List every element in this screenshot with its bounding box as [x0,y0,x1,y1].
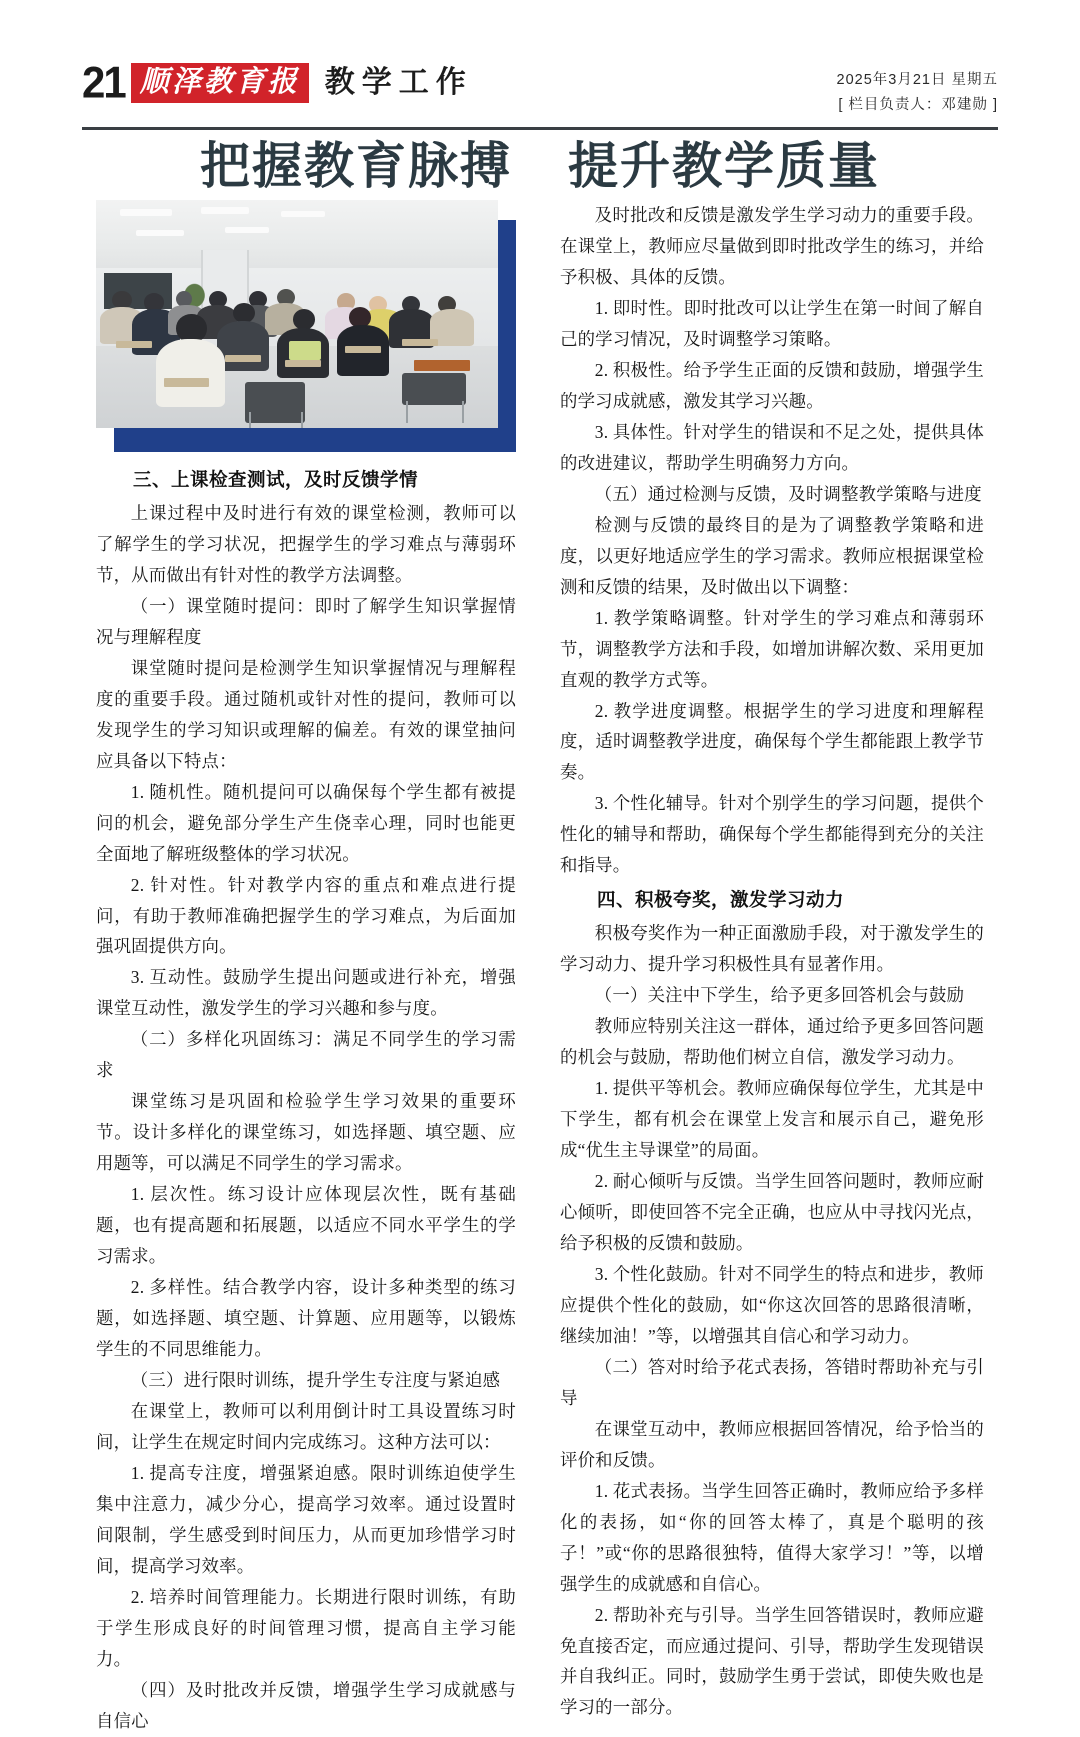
masthead-divider [82,127,998,130]
paper-name-logo: 顺泽教育报 [131,63,309,103]
paragraph: 课堂随时提问是检测学生知识掌握情况与理解程度的重要手段。通过随机或针对性的提问，教师可以发现学生的学习知识或理解的偏差。有效的课堂抽问应具备以下特点： [96,657,516,771]
paragraph: （三）进行限时训练，提升学生专注度与紧迫感 [130,1370,501,1391]
right-column [560,200,984,1723]
publication-date: 2025年3月21日 星期五 [836,72,998,88]
paragraph: 1. 层次性。练习设计应体现层次性，既有基础题，也有提高题和拓展题，以适应不同水平学生的学习需求。 [96,1184,516,1267]
paragraph: 2. 积极性。给予学生正面的反馈和鼓励，增强学生的学习成就感，激发其学习兴趣。 [560,359,984,411]
paragraph: 在课堂互动中，教师应根据回答情况，给予恰当的评价和反馈。 [560,1418,984,1470]
paragraph: 上课过程中及时进行有效的课堂检测，教师可以了解学生的学习状况，把握学生的学习难点与薄弱环节，从而做出有针对性的教学方法调整。 [96,502,516,585]
paragraph: 2. 多样性。结合教学内容，设计多种类型的练习题，如选择题、填空题、计算题、应用题等，以锻炼学生的不同思维能力。 [96,1277,516,1360]
paragraph: 3. 具体性。针对学生的错误和不足之处，提供具体的改进建议，帮助学生明确努力方向。 [560,421,984,473]
paragraph: （四）及时批改并反馈，增强学生学习成就感与自信心 [96,1679,516,1731]
paragraph: 积极夸奖作为一种正面激励手段，对于激发学生的学习动力、提升学习积极性具有显著作用。 [560,923,984,975]
paragraph: 2. 针对性。针对教学内容的重点和难点进行提问，有助于教师准确把握学生的学习难点，为后面加强巩固提供方向。 [96,874,516,957]
paragraph: 3. 互动性。鼓励学生提出问题或进行补充，增强课堂互动性，激发学生的学习兴趣和参与度。 [96,967,516,1019]
paragraph: （一）课堂随时提问：即时了解学生知识掌握情况与理解程度 [96,595,516,647]
paragraph: 3. 个性化鼓励。针对不同学生的特点和进步，教师应提供个性化的鼓励，如“你这次回答的思路很清晰，继续加油！”等，以增强其自信心和学习动力。 [560,1263,984,1346]
headline-part-2: 提升教学质量 [568,138,880,194]
paragraph: 1. 即时性。即时批改可以让学生在第一时间了解自己的学习情况，及时调整学习策略。 [560,297,984,349]
paragraph: 2. 教学进度调整。根据学生的学习进度和理解程度，适时调整教学进度，确保每个学生都能跟上教学节奏。 [560,700,984,783]
paragraph: 课堂练习是巩固和检验学生学习效果的重要环节。设计多样化的课堂练习，如选择题、填空题、应用题等，可以满足不同学生的学习需求。 [96,1091,516,1174]
paragraph: （一）关注中下学生，给予更多回答机会与鼓励 [594,985,965,1006]
paragraph: 检测与反馈的最终目的是为了调整教学策略和进度，以更好地适应学生的学习需求。教师应根据课堂检测和反馈的结果，及时做出以下调整： [560,514,984,597]
masthead [82,57,998,124]
section-title: 教学工作 [324,66,473,99]
paragraph: 2. 帮助补充与引导。当学生回答错误时，教师应避免直接否定，而应通过提问、引导，帮助学生发现错误并自我纠正。同时，鼓励学生勇于尝试，即使失败也是学习的一部分。 [560,1604,984,1718]
left-column [96,200,516,1737]
newspaper-brand [82,57,473,108]
paragraph: 在课堂上，教师可以利用倒计时工具设置练习时间，让学生在规定时间内完成练习。这种方法可以： [96,1401,516,1452]
right-section-heading: 四、积极夸奖，激发学习动力 [597,889,845,911]
headline-part-1: 把握教育脉搏 [200,138,512,194]
paragraph: 2. 耐心倾听与反馈。当学生回答问题时，教师应耐心倾听，即使回答不完全正确，也应从中寻找闪光点，给予积极的反馈和鼓励。 [560,1170,984,1253]
paragraph: （二）多样化巩固练习：满足不同学生的学习需求 [96,1029,516,1081]
paragraph: 1. 提高专注度，增强紧迫感。限时训练迫使学生集中注意力，减少分心，提高学习效率。通过设置时间限制，学生感受到时间压力，从而更加珍惜学习时间，提高学习效率。 [96,1462,516,1576]
photo-image [96,200,498,428]
paragraph: 及时批改和反馈是激发学生学习动力的重要手段。在课堂上，教师应尽量做到即时批改学生的练习，并给予积极、具体的反馈。 [560,205,984,287]
paragraph: 1. 教学策略调整。针对学生的学习难点和薄弱环节，调整教学方法和手段，如增加讲解次数、采用更加直观的教学方式等。 [560,607,984,690]
paragraph: 1. 提供平等机会。教师应确保每位学生，尤其是中下学生，都有机会在课堂上发言和展示自己，避免形成“优生主导课堂”的局面。 [560,1078,984,1161]
left-section-heading: 三、上课检查测试，及时反馈学情 [133,469,419,490]
paragraph: 1. 花式表扬。当学生回答正确时，教师应给予多样化的表扬，如“你的回答太棒了，真是个聪明的孩子！”或“你的思路很独特，值得大家学习！”等，以增强学生的成就感和自信心。 [560,1480,984,1594]
paragraph: 教师应特别关注这一群体，通过给予更多回答问题的机会与鼓励，帮助他们树立自信，激发学习动力。 [560,1016,984,1068]
paragraph: 2. 培养时间管理能力。长期进行限时训练，有助于学生形成良好的时间管理习惯，提高自主学习能力。 [96,1586,516,1669]
issue-number: 21 [82,57,125,108]
paragraph: 1. 随机性。随机提问可以确保每个学生都有被提问的机会，避免部分学生产生侥幸心理，同时也能更全面地了解班级整体的学习状况。 [96,781,516,864]
column-editor: [ 栏目负责人：邓建勋 ] [838,97,998,114]
paragraph: （五）通过检测与反馈，及时调整教学策略与进度 [594,483,982,504]
article-photo [96,200,516,452]
page-title [82,136,998,196]
paragraph: （二）答对时给予花式表扬，答错时帮助补充与引导 [560,1356,984,1408]
paragraph: 3. 个性化辅导。针对个别学生的学习问题，提供个性化的辅导和帮助，确保每个学生都能得到充分的关注和指导。 [560,793,984,876]
date-block [837,68,998,119]
